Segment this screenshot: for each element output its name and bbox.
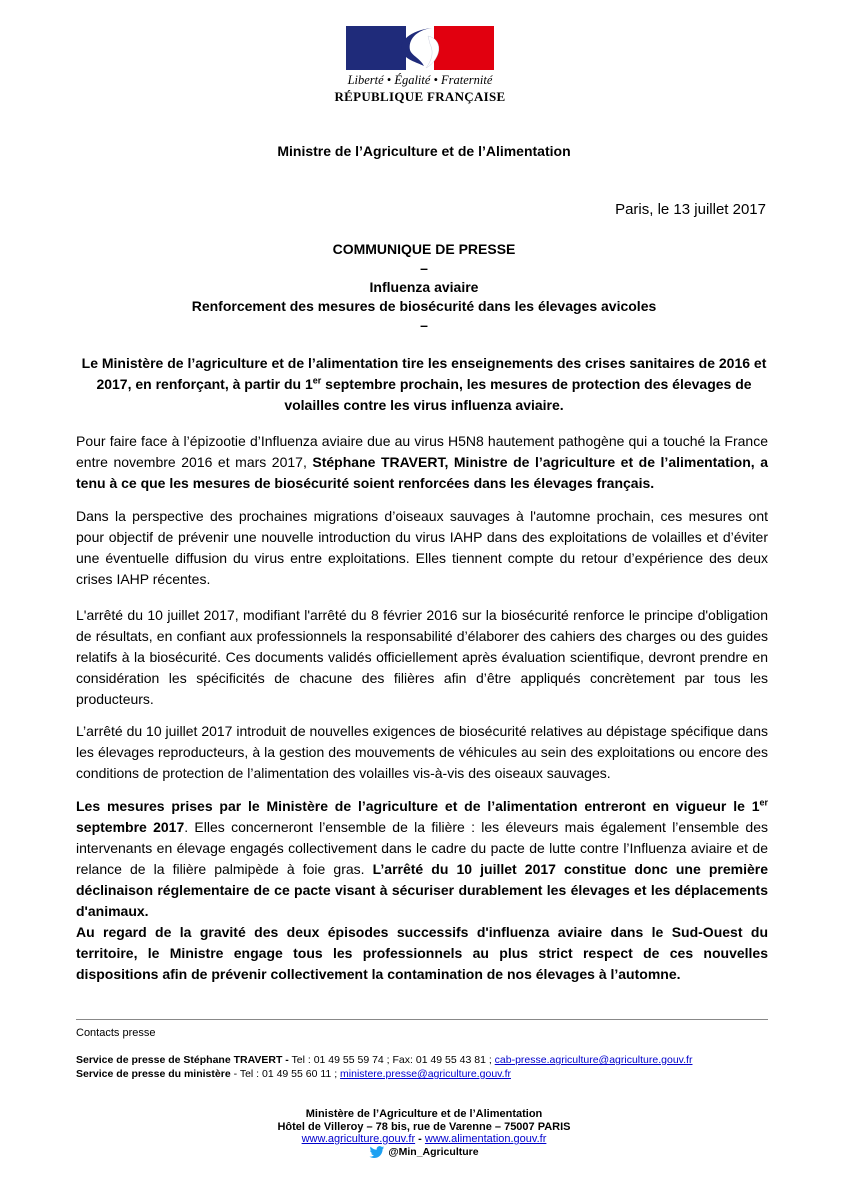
paragraph-5-bold-3: L’arrêté du 10 juillet 2017 constitue donc une première déclinaison réglementaire de ce pacte visant à sécuriser durablement les élevages et les déplacements d'animaux. bbox=[76, 861, 768, 919]
contact-minister-label: Service de presse de Stéphane TRAVERT - bbox=[76, 1054, 289, 1066]
press-release-subtitle: Renforcement des mesures de biosécurité dans les élevages avicoles bbox=[191, 298, 657, 314]
contact-line-minister bbox=[76, 1054, 692, 1066]
footer-ministry: Ministère de l’Agriculture et de l’Alimentation bbox=[305, 1108, 543, 1120]
contacts-divider bbox=[76, 1019, 768, 1020]
paragraph-5-bold-4: Au regard de la gravité des deux épisodes successifs d'influenza aviaire dans le Sud-Ouest du territoire, le Ministre engage tous les professionnels au plus strict respect de ces nouvelles dispositions afin de prévenir collectivement la contamination de nos élevages à l’automne. bbox=[76, 924, 768, 982]
paragraph-5 bbox=[76, 796, 768, 985]
contact-ministry-phone: - Tel : 01 49 55 60 11 ; bbox=[230, 1068, 341, 1080]
paragraph-5-bold-1: Les mesures prises par le Ministère de l’agriculture et de l’alimentation entreront en vigueur le 1 bbox=[76, 798, 760, 814]
heading-dash-bottom: – bbox=[420, 317, 428, 333]
contact-ministry-email-link[interactable]: ministere.presse@agriculture.gouv.fr bbox=[340, 1068, 511, 1080]
paragraph-3: L'arrêté du 10 juillet 2017, modifiant l'arrêté du 8 février 2016 sur la biosécurité renforce le principe d'obligation de résultats, en confiant aux professionnels la responsabilité d’élaborer des cahiers des charges ou des guides relatifs à la biosécurité. Ces documents validés officiellement après évaluation scientifique, devront prendre en considération les spécificités de chacune des filières afin d’être appliqués concrètement par tous les producteurs. bbox=[76, 607, 768, 707]
lead-text-1: Le Ministère de l’agriculture et de l’alimentation tire les enseignements des crises sanitaires de 2016 et 2017, en renforçant, à partir du 1 bbox=[81, 355, 767, 392]
marianne-logo-icon bbox=[346, 22, 494, 70]
twitter-handle[interactable]: @Min_Agriculture bbox=[388, 1145, 479, 1158]
paragraph-5-superscript: er bbox=[759, 797, 768, 808]
contact-ministry-label: Service de presse du ministère bbox=[76, 1068, 231, 1080]
logo-motto: Liberté • Égalité • Fraternité bbox=[347, 73, 493, 87]
paragraph-4: L’arrêté du 10 juillet 2017 introduit de nouvelles exigences de biosécurité relatives au dépistage spécifique dans les élevages reproducteurs, à la gestion des mouvements de véhicules au sein des exploitations ou encore des conditions de protection de l’alimentation des volailles vis-à-vis des oiseaux sauvages. bbox=[76, 723, 768, 781]
paragraph-1-text: Pour faire face à l’épizootie d’Influenza aviaire due au virus H5N8 hautement pathogène qui a touché la France entre novembre 2016 et mars 2017, bbox=[76, 433, 768, 470]
republique-francaise-logo bbox=[330, 22, 510, 105]
ministry-header: Ministre de l’Agriculture et de l’Alimentation bbox=[277, 143, 571, 159]
footer bbox=[0, 1108, 848, 1162]
press-release-topic: Influenza aviaire bbox=[369, 279, 479, 295]
paragraph-1-bold: Stéphane TRAVERT, Ministre de l’agriculture et de l’alimentation, a tenu à ce que les mesures de biosécurité soient renforcées dans les élevages français. bbox=[76, 454, 768, 491]
contact-minister-phone: Tel : 01 49 55 59 74 ; Fax: 01 49 55 43 81 ; bbox=[288, 1054, 495, 1066]
alimentation-website-link[interactable]: www.alimentation.gouv.fr bbox=[424, 1133, 547, 1145]
paragraph-1 bbox=[76, 431, 768, 494]
lead-superscript: er bbox=[312, 375, 322, 386]
press-release-heading bbox=[0, 240, 848, 335]
logo-republic-name: RÉPUBLIQUE FRANÇAISE bbox=[334, 89, 506, 104]
footer-twitter bbox=[0, 1146, 848, 1163]
lead-paragraph bbox=[80, 353, 768, 416]
document-date: Paris, le 13 juillet 2017 bbox=[615, 201, 766, 218]
contacts-label: Contacts presse bbox=[76, 1027, 156, 1039]
heading-dash-top: – bbox=[420, 260, 428, 276]
paragraph-5-bold-2: septembre 2017 bbox=[76, 819, 185, 835]
press-release-title: COMMUNIQUE DE PRESSE bbox=[332, 241, 516, 257]
twitter-bird-icon bbox=[369, 1146, 385, 1159]
footer-address: Hôtel de Villeroy – 78 bis, rue de Varenne – 75007 PARIS bbox=[277, 1120, 571, 1133]
paragraph-2: Dans la perspective des prochaines migrations d’oiseaux sauvages à l'automne prochain, ces mesures ont pour objectif de prévenir une nouvelle introduction du virus IAHP dans des exploitations de volailles et d’éviter une éventuelle diffusion du virus entre exploitations. Elles tiennent compte du retour d’expérience des deux crises IAHP récentes. bbox=[76, 508, 768, 587]
agriculture-website-link[interactable]: www.agriculture.gouv.fr bbox=[301, 1133, 416, 1145]
lead-text-2: septembre prochain, les mesures de protection des élevages de volailles contre les virus influenza aviaire. bbox=[284, 376, 752, 413]
footer-links bbox=[0, 1133, 848, 1146]
contact-line-ministry bbox=[76, 1068, 511, 1080]
footer-link-separator: - bbox=[415, 1133, 425, 1145]
contact-minister-email-link[interactable]: cab-presse.agriculture@agriculture.gouv.fr bbox=[494, 1054, 693, 1066]
paragraph-5-text: . Elles concerneront l’ensemble de la filière : les éleveurs mais également l’ensemble des intervenants en élevage engagés collectivement dans le cadre du pacte de lutte contre l’Influenza aviaire et de relance de la filière palmipède à foie gras. bbox=[76, 819, 768, 877]
